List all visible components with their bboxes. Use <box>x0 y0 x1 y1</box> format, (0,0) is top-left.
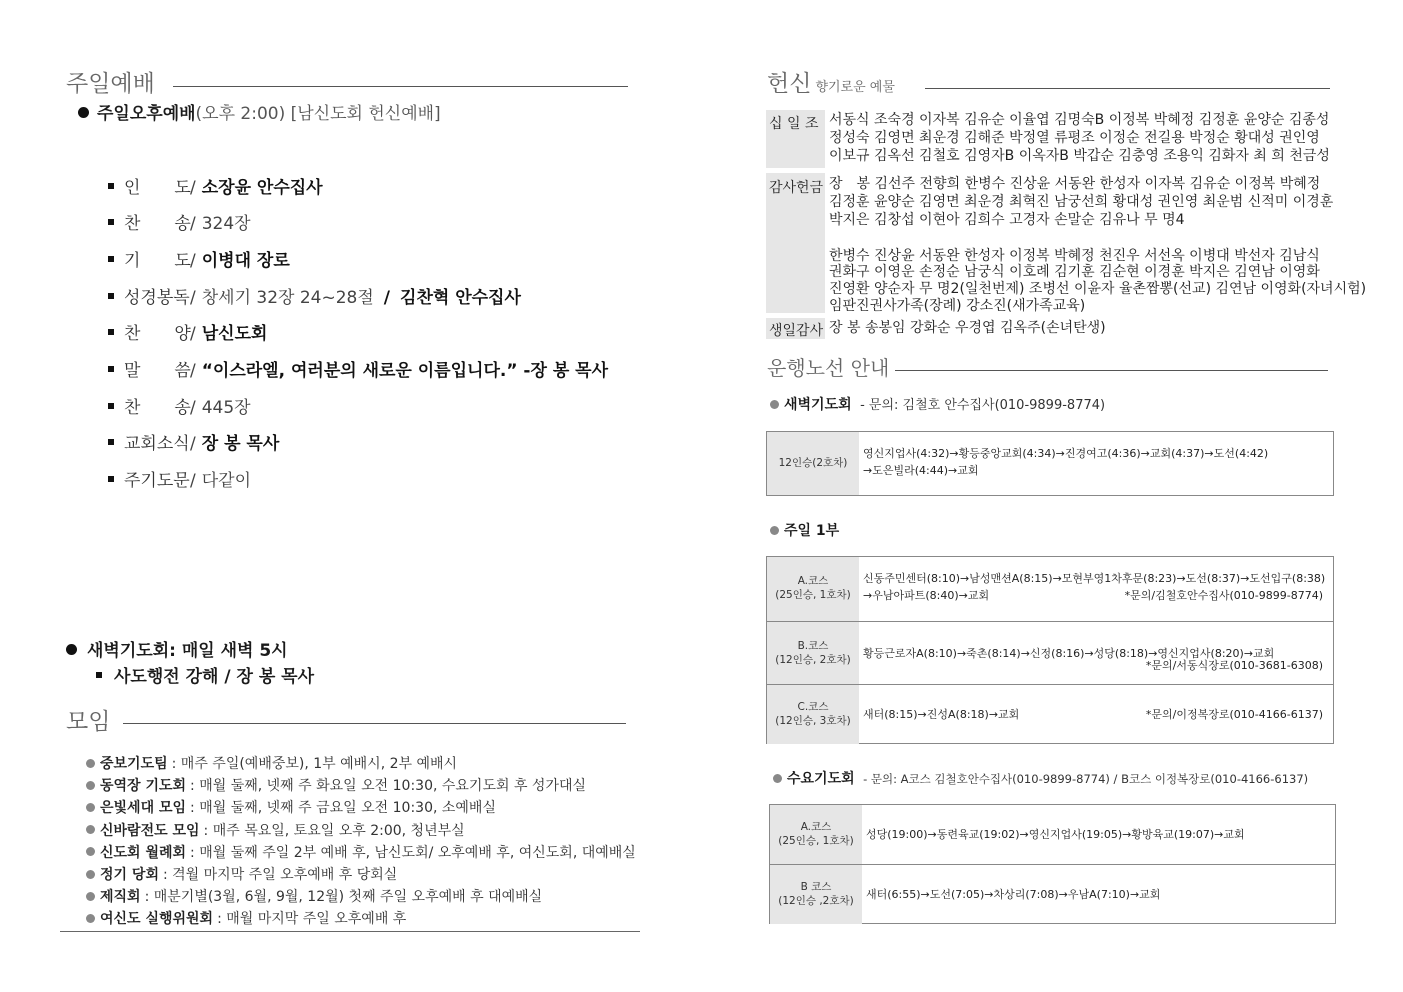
tithe-label-cell <box>766 110 825 168</box>
worship-order-value: 324장 <box>201 214 251 234</box>
worship-order-value: 445장 <box>201 398 251 418</box>
worship-order-separator: / <box>190 251 196 271</box>
meeting-detail: : 매월 둘째, 넷째 주 금요일 오전 10:30, 소예배실 <box>190 800 496 817</box>
left-bottom-rule <box>60 931 640 932</box>
worship-order-item <box>108 253 290 270</box>
bullet-dot-icon <box>66 644 77 655</box>
meetings-section-title: 모임 <box>66 709 111 735</box>
route-vehicle-label <box>770 805 862 864</box>
sunday-route-table <box>766 556 1334 744</box>
worship-order-separator: / <box>190 178 196 198</box>
meeting-item <box>86 779 586 793</box>
route-vehicle-label <box>767 557 859 621</box>
worship-order-scripture: 창세기 32장 24~28절 <box>201 288 374 308</box>
sunday-route-heading <box>770 524 839 538</box>
meeting-detail: : 격월 마지막 주일 오후예배 후 당회실 <box>162 867 398 883</box>
worship-order-separator: / <box>190 471 196 491</box>
thanks-names-line: 한병수 진상윤 서동완 한성자 이정복 박혜정 천진우 서선옥 이병대 박선자 김남식 <box>829 248 1320 264</box>
route-vehicle-label-line: (25인승, 1호차) <box>778 834 854 847</box>
dawn-route-heading <box>770 398 1105 412</box>
worship-title-rule <box>173 86 628 87</box>
route-vehicle-label-line: (25인승, 1호차) <box>775 589 851 601</box>
offering-title-rule <box>925 88 1330 89</box>
square-bullet-icon <box>108 439 114 445</box>
thanks-names-line: 김정훈 윤양순 김영면 최운경 최혁진 남궁선희 황대성 권인영 최운범 신적미 이경훈 <box>829 194 1334 210</box>
bullet-dot-icon <box>770 526 779 535</box>
meetings-title-rule <box>123 723 626 724</box>
worship-order-separator: / <box>190 361 196 381</box>
square-bullet-icon <box>108 329 114 335</box>
bullet-dot-icon <box>86 914 95 923</box>
bullet-dot-icon <box>770 400 779 409</box>
bullet-dot-icon <box>86 781 95 790</box>
route-contact: *문의/김철호안수집사(010-9899-8774) <box>1124 589 1323 602</box>
tithe-names-line: 서동식 조숙경 이자복 김유순 이율엽 김명숙B 이정복 박혜정 김정훈 윤양순 김종성 <box>829 112 1330 128</box>
worship-order-label: 찬 송 <box>124 214 191 234</box>
meeting-item <box>86 912 406 926</box>
sunday-route-title: 주일 1부 <box>784 523 840 539</box>
worship-order-separator: / <box>190 434 196 454</box>
route-vehicle-label-line: C.코스 <box>797 700 829 713</box>
square-bullet-icon <box>108 293 114 299</box>
meeting-item <box>86 890 542 904</box>
route-vehicle-label <box>767 622 859 685</box>
worship-order-label: 주기도문 <box>124 471 190 491</box>
route-vehicle-label-line: B 코스 <box>800 880 832 893</box>
meeting-name: 신바람전도 모임 <box>100 822 200 839</box>
worship-order-item <box>108 290 521 307</box>
transport-title-rule <box>895 370 1328 371</box>
birthday-label: 생일감사 <box>769 323 824 339</box>
bullet-dot-icon <box>86 892 95 901</box>
meeting-item <box>86 801 496 815</box>
worship-order-value: “이스라엘, 여러분의 새로운 이름입니다.” -장 봉 목사 <box>201 361 609 381</box>
meeting-name: 정기 당회 <box>100 867 159 883</box>
worship-order-item <box>108 363 608 380</box>
dawn-route-title: 새벽기도회 <box>784 397 852 413</box>
thanks-names-line: 임판진권사가족(장례) 강소진(새가족교육) <box>829 298 1086 314</box>
transport-section-title: 운행노선 안내 <box>767 356 890 380</box>
worship-order-value: 남신도회 <box>201 324 268 344</box>
route-stops-line: →도은빌라(4:44)→교회 <box>863 463 979 477</box>
worship-order-item <box>108 326 267 343</box>
square-bullet-icon <box>96 672 102 678</box>
wednesday-route-table <box>769 804 1336 924</box>
meeting-detail: : 매주 목요일, 토요일 오후 2:00, 청년부실 <box>203 822 465 839</box>
route-stops-line: →우남아파트(8:40)→교회 <box>863 589 990 602</box>
thanks-names-line: 진영환 양순자 무 명2(일천번제) 조병선 이윤자 율촌짬뽕(선교) 김연남 이영화(자녀시험) <box>829 281 1367 297</box>
route-row <box>770 864 1335 924</box>
offering-title: 헌신 <box>767 71 812 97</box>
meeting-item <box>86 757 457 771</box>
worship-order-item <box>108 180 323 197</box>
route-vehicle-label-line: B.코스 <box>797 639 829 652</box>
thanks-names-line: 박지은 김창섭 이현아 김희수 고경자 손말순 김유나 무 명4 <box>829 212 1185 228</box>
square-bullet-icon <box>108 219 114 225</box>
worship-order-label: 찬 양 <box>124 324 191 344</box>
route-stops-line: 새터(8:15)→진성A(8:18)→교회 <box>863 707 1020 721</box>
worship-order-label: 교회소식 <box>124 434 190 454</box>
worship-order-label: 말 씀 <box>124 361 191 381</box>
square-bullet-icon <box>108 476 114 482</box>
service-name: 주일오후예배 <box>97 104 196 124</box>
route-stops-line: 황등근로자A(8:10)→죽촌(8:14)→신정(8:16)→성당(8:18)→영신지업사(8:20)→교회 <box>863 646 1275 660</box>
route-contact: *문의/이정복장로(010-4166-6137) <box>1145 707 1323 721</box>
thanks-label-cell <box>766 173 825 313</box>
route-vehicle-label <box>767 685 859 744</box>
route-row <box>767 557 1333 621</box>
route-vehicle-label-line: (12인승, 2호차) <box>775 653 851 666</box>
bullet-dot-icon <box>773 774 782 783</box>
service-detail: (오후 2:00) [남신도회 헌신예배] <box>195 104 441 124</box>
route-row <box>767 621 1333 685</box>
route-vehicle-label-line: 12인승(2호차) <box>778 456 848 469</box>
worship-order-item <box>108 216 251 233</box>
wednesday-route-title: 수요기도회 <box>787 771 855 787</box>
worship-section-title: 주일예배 <box>66 71 155 97</box>
route-vehicle-label <box>770 865 862 924</box>
meeting-name: 여신도 실행위원회 <box>100 911 214 928</box>
dawn-prayer-heading <box>66 643 288 660</box>
worship-order-label: 인 도 <box>124 178 191 198</box>
worship-order-label: 기 도 <box>124 251 191 271</box>
route-row <box>770 805 1335 864</box>
dawn-route-table <box>766 431 1334 496</box>
route-stops-line: 성당(19:00)→동련육교(19:02)→영신지업사(19:05)→황방육교(19:07)→교회 <box>866 827 1245 841</box>
worship-order-value: 다같이 <box>201 471 252 491</box>
dawn-prayer-sub <box>96 669 314 686</box>
birthday-names-line: 장 봉 송봉임 강화순 우경엽 김옥주(손녀탄생) <box>829 320 1106 336</box>
meeting-detail: : 매월 둘째, 넷째 주 화요일 오전 10:30, 수요기도회 후 성가대실 <box>190 778 587 795</box>
worship-order-item <box>108 473 251 490</box>
bullet-dot-icon <box>78 107 89 118</box>
route-vehicle-label <box>767 432 859 495</box>
thanks-label: 감사헌금 <box>769 180 824 196</box>
wednesday-route-contact: - 문의: A코스 김철호안수집사(010-9899-8774) / B코스 이정복장로(010-4166-6137) <box>863 772 1309 786</box>
bullet-dot-icon <box>86 825 95 834</box>
square-bullet-icon <box>108 403 114 409</box>
dawn-prayer-title: 새벽기도회: 매일 새벽 5시 <box>87 641 288 661</box>
worship-order-label: 찬 송 <box>124 398 191 418</box>
meeting-detail: : 매분기별(3월, 6월, 9월, 12월) 첫째 주일 오후예배 후 대예배실 <box>144 889 543 906</box>
thanks-names-line: 장 봉 김선주 전향희 한병수 진상윤 서동완 한성자 이자복 김유순 이정복 박혜정 <box>829 176 1321 192</box>
birthday-label-cell <box>766 318 825 339</box>
bullet-dot-icon <box>86 759 95 768</box>
meeting-name: 은빛세대 모임 <box>100 800 187 817</box>
meeting-item <box>86 824 465 838</box>
square-bullet-icon <box>108 366 114 372</box>
worship-order-separator: / <box>190 324 196 344</box>
meeting-name: 중보기도팀 <box>100 756 168 772</box>
wednesday-route-heading <box>773 772 1308 786</box>
bullet-dot-icon <box>86 847 95 856</box>
meeting-name: 동역장 기도회 <box>100 778 187 795</box>
tithe-names-line: 이보규 김옥선 김철호 김영자B 이옥자B 박갑순 김충영 조용익 김화자 최 희 천금성 <box>829 148 1330 164</box>
square-bullet-icon <box>108 256 114 262</box>
worship-order-separator: / <box>190 398 196 418</box>
service-heading <box>78 106 441 123</box>
route-stops-line: 새터(6:55)→도선(7:05)→차상리(7:08)→우남A(7:10)→교회 <box>866 887 1161 901</box>
offering-subtitle: 향기로운 예물 <box>815 80 895 95</box>
meeting-item <box>86 868 397 882</box>
meeting-item <box>86 846 636 860</box>
route-stops-line: 신동주민센터(8:10)→남성맨션A(8:15)→모현부영1차후문(8:23)→도선(8:37)→도선입구(8:38) <box>863 572 1326 585</box>
route-contact: *문의/서동식장로(010-3681-6308) <box>1145 658 1323 672</box>
worship-order-separator: / <box>190 214 196 234</box>
bullet-dot-icon <box>86 870 95 879</box>
square-bullet-icon <box>108 183 114 189</box>
route-row <box>767 432 1333 495</box>
worship-order-item <box>108 436 279 453</box>
worship-order-separator: / <box>383 288 391 308</box>
meeting-detail: : 매월 마지막 주일 오후예배 후 <box>217 911 407 928</box>
dawn-prayer-sub-text: 사도행전 강해 / 장 봉 목사 <box>114 667 315 687</box>
tithe-names-line: 정성숙 김영면 최운경 김해준 박정열 류평조 이정순 전길용 박정순 황대성 권인영 <box>829 130 1320 146</box>
meeting-detail: : 매주 주일(예배중보), 1부 예배시, 2부 예배시 <box>171 756 458 772</box>
route-stops-line: 영신지업사(4:32)→황등중앙교회(4:34)→진경여고(4:36)→교회(4:37)→도선(4:42) <box>863 446 1269 460</box>
worship-order-separator: / <box>190 288 196 308</box>
worship-order-item <box>108 400 251 417</box>
route-vehicle-label-line: (12인승 ,2호차) <box>778 894 854 907</box>
meeting-name: 신도회 월례회 <box>100 844 187 861</box>
route-vehicle-label-line: (12인승, 3호차) <box>775 714 851 727</box>
worship-order-value: 장 봉 목사 <box>201 434 280 454</box>
offering-section-title <box>767 73 895 96</box>
worship-order-value: 소장윤 안수집사 <box>201 178 323 198</box>
thanks-names-line: 권화구 이영운 손정순 남궁식 이호례 김기훈 김순현 이경훈 박지은 김연남 이영화 <box>829 264 1320 280</box>
worship-order-value: 이병대 장로 <box>201 251 290 271</box>
bullet-dot-icon <box>86 803 95 812</box>
worship-order-label: 성경봉독 <box>124 288 190 308</box>
route-vehicle-label-line: A.코스 <box>797 575 829 588</box>
worship-order-value: 김찬혁 안수집사 <box>400 288 521 308</box>
route-vehicle-label-line: A.코스 <box>800 820 832 833</box>
tithe-label: 십 일 조 <box>769 116 819 132</box>
dawn-route-contact: - 문의: 김철호 안수집사(010-9899-8774) <box>860 398 1106 413</box>
meeting-name: 제직회 <box>100 889 141 906</box>
route-row <box>767 684 1333 744</box>
meeting-detail: : 매월 둘째 주일 2부 예배 후, 남신도회/ 오후예배 후, 여신도회, 대예배실 <box>190 844 636 861</box>
